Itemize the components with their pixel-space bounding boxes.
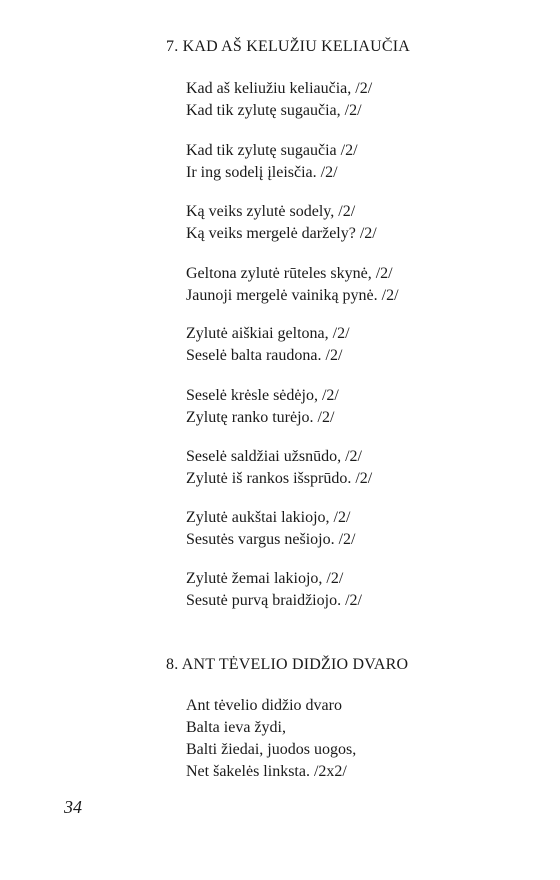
verse-line: Zylutė aukštai lakiojo, /2/: [186, 509, 351, 526]
song-title: 8. ANT TĖVELIO DIDŽIO DVARO: [166, 656, 409, 673]
stanza: [186, 385, 339, 429]
verse-line: Ir ing sodelį įleisčia. /2/: [186, 164, 338, 181]
verse-line: Zylutę ranko turėjo. /2/: [186, 409, 335, 426]
verse-line: Kad tik zylutę sugaučia /2/: [186, 142, 358, 159]
stanza: [186, 446, 372, 490]
verse-line: Balti žiedai, juodos uogos,: [186, 741, 357, 758]
verse-line: Seselė saldžiai užsnūdo, /2/: [186, 448, 362, 465]
stanza: [186, 201, 377, 245]
verse-line: Sesutės vargus nešiojo. /2/: [186, 531, 356, 548]
page-number: 34: [64, 797, 82, 817]
verse-line: Seselė krėsle sėdėjo, /2/: [186, 387, 339, 404]
stanza: [186, 568, 362, 612]
verse-line: Seselė balta raudona. /2/: [186, 347, 343, 364]
verse-line: Zylutė iš rankos išsprūdo. /2/: [186, 470, 373, 487]
stanza: [186, 323, 350, 367]
song-title: 7. KAD AŠ KELUŽIU KELIAUČIA: [166, 38, 411, 55]
verse-line: Jaunoji mergelė vainiką pynė. /2/: [186, 287, 399, 304]
verse-line: Kad tik zylutę sugaučia, /2/: [186, 102, 362, 119]
verse-line: Ką veiks zylutė sodely, /2/: [186, 203, 356, 220]
verse-line: Geltona zylutė rūteles skynė, /2/: [186, 265, 393, 282]
stanza: [186, 140, 358, 184]
stanza: [186, 507, 355, 551]
verse-line: Ką veiks mergelė daržely? /2/: [186, 225, 377, 242]
verse-line: Kad aš keliužiu keliaučia, /2/: [186, 80, 373, 97]
verse-line: Balta ieva žydi,: [186, 719, 286, 736]
stanza: [186, 78, 372, 122]
verse-line: Sesutė purvą braidžiojo. /2/: [186, 592, 362, 609]
stanza: [186, 263, 399, 307]
verse-line: Zylutė žemai lakiojo, /2/: [186, 570, 344, 587]
verse-line: Net šakelės linksta. /2x2/: [186, 763, 347, 780]
verse-line: Zylutė aiškiai geltona, /2/: [186, 325, 350, 342]
stanza: [186, 695, 356, 783]
verse-line: Ant tėvelio didžio dvaro: [186, 697, 342, 714]
